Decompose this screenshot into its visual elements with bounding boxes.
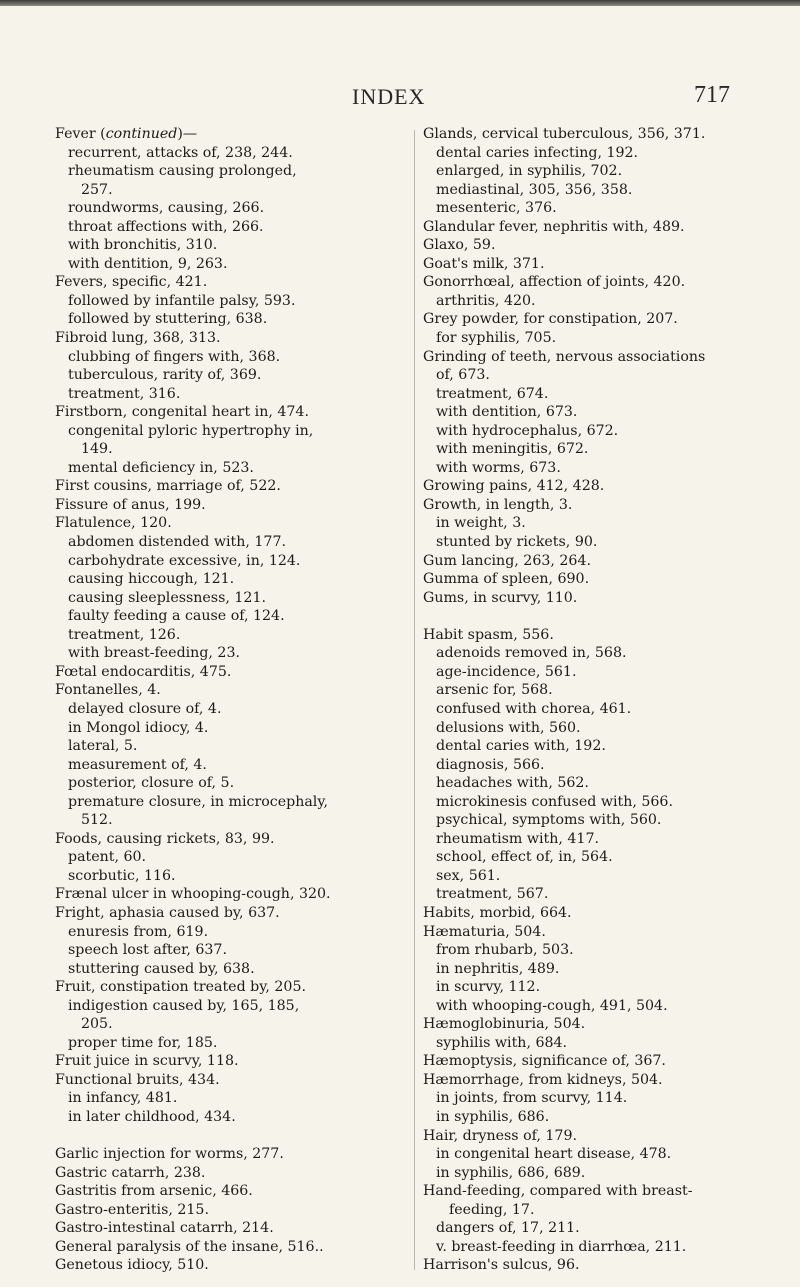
index-subentry: school, effect of, in, 564. xyxy=(436,849,613,866)
page-number: 717 xyxy=(694,82,730,108)
index-entry-continuation: 512. xyxy=(81,812,113,829)
section-gap xyxy=(55,1127,407,1146)
index-entry: Gastro-enteritis, 215. xyxy=(55,1201,209,1218)
index-subentry: confused with chorea, 461. xyxy=(436,700,632,717)
index-subentry: treatment, 674. xyxy=(436,385,549,402)
index-entry: Flatulence, 120. xyxy=(55,515,172,532)
index-entry: First cousins, marriage of, 522. xyxy=(55,478,281,495)
index-subentry: lateral, 5. xyxy=(68,738,138,755)
index-subentry: enlarged, in syphilis, 702. xyxy=(436,163,623,180)
index-subentry: with whooping-cough, 491, 504. xyxy=(436,997,668,1014)
index-subentry: in joints, from scurvy, 114. xyxy=(436,1090,628,1107)
index-entry: Fever (continued)— xyxy=(55,126,198,142)
index-subentry: stunted by rickets, 90. xyxy=(436,534,598,551)
index-entry: Fœtal endocarditis, 475. xyxy=(55,663,232,680)
index-subentry: rheumatism with, 417. xyxy=(436,830,599,847)
index-subentry: roundworms, causing, 266. xyxy=(68,200,265,217)
index-entry: Gastro-intestinal catarrh, 214. xyxy=(55,1220,274,1237)
index-subentry: posterior, closure of, 5. xyxy=(68,775,235,792)
index-subentry: treatment, 567. xyxy=(436,886,549,903)
index-subentry: in congenital heart disease, 478. xyxy=(436,1146,672,1163)
index-subentry: followed by stuttering, 638. xyxy=(68,311,268,328)
index-subentry: in scurvy, 112. xyxy=(436,979,541,996)
index-subentry: mental deficiency in, 523. xyxy=(68,459,254,476)
index-entry-continuation: feeding, 17. xyxy=(449,1201,535,1218)
index-subentry: dental caries infecting, 192. xyxy=(436,144,639,161)
index-entry: Fissure of anus, 199. xyxy=(55,496,206,513)
section-gap xyxy=(423,607,773,626)
index-subentry: mesenteric, 376. xyxy=(436,200,557,217)
index-subentry: in nephritis, 489. xyxy=(436,960,560,977)
index-subentry: in infancy, 481. xyxy=(68,1090,178,1107)
page-header xyxy=(0,82,800,122)
index-entry: Hæmaturia, 504. xyxy=(423,923,546,940)
index-subentry: congenital pyloric hypertrophy in, xyxy=(68,422,314,439)
index-subentry: scorbutic, 116. xyxy=(68,867,176,884)
index-entry: Glaxo, 59. xyxy=(423,237,496,254)
index-subentry: with worms, 673. xyxy=(436,459,561,476)
index-column-left xyxy=(55,125,407,1275)
index-subentry: in later childhood, 434. xyxy=(68,1108,236,1125)
index-entry-continuation: 257. xyxy=(81,181,113,198)
index-subentry: enuresis from, 619. xyxy=(68,923,209,940)
index-entry: Grey powder, for constipation, 207. xyxy=(423,311,678,328)
index-subentry: delusions with, 560. xyxy=(436,719,581,736)
index-entry: Foods, causing rickets, 83, 99. xyxy=(55,830,275,847)
index-entry: Goat's milk, 371. xyxy=(423,255,545,272)
index-subentry: dangers of, 17, 211. xyxy=(436,1220,580,1237)
index-subentry: clubbing of fingers with, 368. xyxy=(68,348,281,365)
index-subentry: carbohydrate excessive, in, 124. xyxy=(68,552,301,569)
index-subentry: followed by infantile palsy, 593. xyxy=(68,292,296,309)
index-entry: Hæmorrhage, from kidneys, 504. xyxy=(423,1071,663,1088)
index-subentry: causing hiccough, 121. xyxy=(68,571,235,588)
index-entry: Firstborn, congenital heart in, 474. xyxy=(55,404,309,421)
index-entry: Frænal ulcer in whooping-cough, 320. xyxy=(55,886,331,903)
index-entry: Fruit juice in scurvy, 118. xyxy=(55,1053,239,1070)
index-subentry: treatment, 126. xyxy=(68,626,181,643)
index-subentry: psychical, symptoms with, 560. xyxy=(436,812,662,829)
index-subentry: premature closure, in microcephaly, xyxy=(68,793,328,810)
index-entry: Growth, in length, 3. xyxy=(423,496,573,513)
index-entry: Gastric catarrh, 238. xyxy=(55,1164,206,1181)
index-subentry: with dentition, 9, 263. xyxy=(68,255,228,272)
index-subentry: throat affections with, 266. xyxy=(68,218,264,235)
index-entry: Fruit, constipation treated by, 205. xyxy=(55,979,306,996)
index-entry: Hæmoptysis, significance of, 367. xyxy=(423,1053,666,1070)
index-subentry: syphilis with, 684. xyxy=(436,1034,568,1051)
index-subentry: diagnosis, 566. xyxy=(436,756,545,773)
index-subentry: with meningitis, 672. xyxy=(436,441,589,458)
index-subentry: in weight, 3. xyxy=(436,515,526,532)
index-subentry: age-incidence, 561. xyxy=(436,663,577,680)
index-entry: Gumma of spleen, 690. xyxy=(423,571,590,588)
index-entry: Gum lancing, 263, 264. xyxy=(423,552,591,569)
index-subentry: with breast-feeding, 23. xyxy=(68,645,240,662)
index-entry: Fright, aphasia caused by, 637. xyxy=(55,904,280,921)
index-subentry: treatment, 316. xyxy=(68,385,181,402)
index-subentry: with bronchitis, 310. xyxy=(68,237,218,254)
index-subentry: in syphilis, 686, 689. xyxy=(436,1164,586,1181)
column-divider xyxy=(414,130,415,1270)
index-subentry: dental caries with, 192. xyxy=(436,738,606,755)
index-entry: General paralysis of the insane, 516.. xyxy=(55,1238,324,1255)
index-entry: Fontanelles, 4. xyxy=(55,682,161,699)
index-subentry: faulty feeding a cause of, 124. xyxy=(68,608,285,625)
index-subentry: abdomen distended with, 177. xyxy=(68,534,286,551)
index-entry: Fevers, specific, 421. xyxy=(55,274,208,291)
index-entry: Gonorrhœal, affection of joints, 420. xyxy=(423,274,686,291)
index-entry: Habit spasm, 556. xyxy=(423,626,554,643)
index-entry-continuation: 149. xyxy=(81,441,113,458)
index-entry: Hair, dryness of, 179. xyxy=(423,1127,577,1144)
index-entry: Genetous idiocy, 510. xyxy=(55,1257,209,1274)
index-subentry: causing sleeplessness, 121. xyxy=(68,589,266,606)
index-subentry: microkinesis confused with, 566. xyxy=(436,793,673,810)
index-entry: Hæmoglobinuria, 504. xyxy=(423,1016,586,1033)
index-subentry: from rhubarb, 503. xyxy=(436,942,574,959)
index-subentry: sex, 561. xyxy=(436,867,501,884)
index-entry: Hand-feeding, compared with breast- xyxy=(423,1183,693,1200)
index-subentry: speech lost after, 637. xyxy=(68,942,227,959)
continued-label: continued xyxy=(105,126,178,142)
index-subentry: of, 673. xyxy=(436,367,490,384)
index-column-right xyxy=(423,125,773,1275)
index-subentry: for syphilis, 705. xyxy=(436,330,557,347)
index-entry: Gastritis from arsenic, 466. xyxy=(55,1183,253,1200)
index-entry: Glands, cervical tuberculous, 356, 371. xyxy=(423,126,706,142)
index-subentry: delayed closure of, 4. xyxy=(68,700,222,717)
index-entry: Fibroid lung, 368, 313. xyxy=(55,330,221,347)
index-entry: Habits, morbid, 664. xyxy=(423,904,572,921)
index-subentry: adenoids removed in, 568. xyxy=(436,645,627,662)
index-subentry: indigestion caused by, 165, 185, xyxy=(68,997,300,1014)
index-subentry: v. breast-feeding in diarrhœa, 211. xyxy=(436,1238,687,1255)
index-entry: Grinding of teeth, nervous associations xyxy=(423,348,706,365)
index-entry: Gums, in scurvy, 110. xyxy=(423,589,578,606)
index-entry: Functional bruits, 434. xyxy=(55,1071,220,1088)
index-subentry: proper time for, 185. xyxy=(68,1034,218,1051)
index-entry-continuation: 205. xyxy=(81,1016,113,1033)
index-entry: Growing pains, 412, 428. xyxy=(423,478,605,495)
index-subentry: recurrent, attacks of, 238, 244. xyxy=(68,144,293,161)
index-subentry: with dentition, 673. xyxy=(436,404,578,421)
index-subentry: in Mongol idiocy, 4. xyxy=(68,719,209,736)
index-subentry: measurement of, 4. xyxy=(68,756,207,773)
index-entry: Glandular fever, nephritis with, 489. xyxy=(423,218,685,235)
index-subentry: in syphilis, 686. xyxy=(436,1108,550,1125)
index-subentry: tuberculous, rarity of, 369. xyxy=(68,367,262,384)
index-entry: Harrison's sulcus, 96. xyxy=(423,1257,580,1274)
index-subentry: mediastinal, 305, 356, 358. xyxy=(436,181,633,198)
index-subentry: headaches with, 562. xyxy=(436,775,589,792)
index-subentry: rheumatism causing prolonged, xyxy=(68,163,297,180)
index-subentry: arsenic for, 568. xyxy=(436,682,553,699)
page-top-edge xyxy=(0,0,800,6)
index-subentry: with hydrocephalus, 672. xyxy=(436,422,619,439)
running-head: INDEX xyxy=(352,84,426,109)
index-subentry: stuttering caused by, 638. xyxy=(68,960,255,977)
index-subentry: arthritis, 420. xyxy=(436,292,536,309)
index-entry: Garlic injection for worms, 277. xyxy=(55,1146,284,1163)
index-subentry: patent, 60. xyxy=(68,849,147,866)
